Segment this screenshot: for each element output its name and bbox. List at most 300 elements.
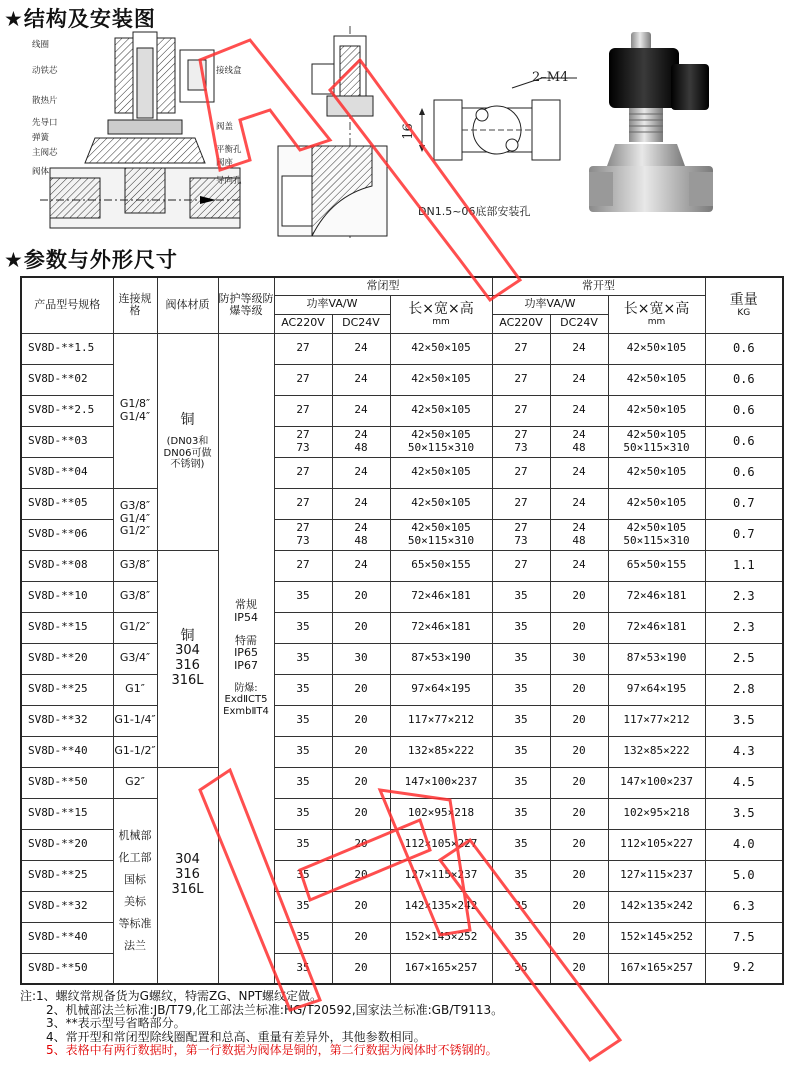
- no-ac-value-stainless: 73: [514, 440, 528, 454]
- no-dc-cell: [550, 612, 608, 643]
- no-dims-cell: [608, 767, 705, 798]
- no-dc-value: 20: [572, 589, 586, 603]
- no-dc-value: 24: [572, 465, 586, 479]
- connection-cell: [113, 798, 157, 984]
- nc-ac-cell: [274, 891, 332, 922]
- table-row: [21, 333, 783, 364]
- note-3: 3、**表示型号省略部分。: [46, 1016, 186, 1030]
- weight-cell: 2.5: [705, 643, 783, 674]
- model-cell: SV8D-**1.5: [21, 333, 113, 364]
- no-dims-cell: [608, 705, 705, 736]
- header-nc-dc: DC24V: [332, 314, 390, 333]
- label-bonnet: 阀盖: [216, 122, 234, 132]
- model-cell: SV8D-**40: [21, 922, 113, 953]
- weight-cell: 9.2: [705, 953, 783, 984]
- connection-cell: [113, 488, 157, 550]
- protection-line-2: 特需: [235, 633, 257, 647]
- no-dims-value: 65×50×155: [626, 558, 687, 572]
- no-dims-value: 87×53×190: [626, 651, 687, 665]
- model-cell: SV8D-**15: [21, 612, 113, 643]
- nc-dc-value: 24: [354, 520, 368, 534]
- no-ac-value: 35: [514, 775, 528, 789]
- no-ac-value: 35: [514, 806, 528, 820]
- table-row: [21, 581, 783, 612]
- no-dims-cell: [608, 953, 705, 984]
- no-ac-cell: [492, 953, 550, 984]
- nc-dc-value-stainless: 48: [354, 533, 368, 547]
- nc-ac-value: 35: [296, 744, 310, 758]
- note-4: 4、常开型和常闭型除线圈配置和总高、重量有差异外，其他参数相同。: [46, 1029, 426, 1044]
- no-dims-cell: [608, 364, 705, 395]
- header-no-dims: [608, 295, 705, 333]
- nc-dims-cell: [390, 953, 492, 984]
- no-ac-cell: [492, 333, 550, 364]
- connection-line-0: G3/8″: [119, 558, 151, 572]
- header-no-power: 功率VA/W: [492, 295, 608, 314]
- connection-line-1: G1/4″: [119, 409, 151, 423]
- nc-ac-cell: [274, 643, 332, 674]
- nc-ac-cell: [274, 364, 332, 395]
- nc-dims-value: 132×85×222: [407, 744, 475, 758]
- mount-hole-label: 2–M4: [532, 70, 569, 85]
- no-ac-value: 35: [514, 960, 528, 974]
- note-5: 5、表格中有两行数据时，第一行数据为阀体是铜的，第二行数据为阀体时不锈钢的。: [46, 1043, 498, 1057]
- no-dc-value: 24: [572, 403, 586, 417]
- no-dims-value: 117×77×212: [623, 713, 690, 727]
- nc-dims-cell: [390, 736, 492, 767]
- nc-dims-value: 142×135×242: [404, 899, 478, 913]
- nc-ac-cell: [274, 581, 332, 612]
- no-dims-value: 112×105×227: [620, 837, 693, 851]
- header-material: 阀体材质: [157, 277, 218, 333]
- nc-ac-cell: [274, 457, 332, 488]
- weight-cell: 3.5: [705, 705, 783, 736]
- connection-cell: [113, 767, 157, 798]
- no-ac-value: 35: [514, 620, 528, 634]
- no-dims-value: 132×85×222: [623, 744, 690, 758]
- nc-dc-cell: [332, 550, 390, 581]
- no-dims-value: 97×64×195: [626, 682, 687, 696]
- connection-line-0: G2″: [125, 775, 145, 789]
- no-ac-value: 35: [514, 899, 528, 913]
- header-weight: [705, 277, 783, 333]
- nc-ac-cell: [274, 426, 332, 457]
- label-junction-box: 接线盒: [216, 66, 242, 76]
- no-dc-value: 24: [572, 372, 586, 386]
- no-dims-cell: [608, 736, 705, 767]
- connection-line-0: G1/8″: [119, 396, 151, 410]
- nc-dims-cell: [390, 364, 492, 395]
- nc-ac-value: 35: [296, 899, 310, 913]
- no-dims-value: 127×115×237: [620, 868, 693, 882]
- no-ac-value: 27: [514, 558, 528, 572]
- nc-ac-value: 35: [296, 960, 310, 974]
- no-dims-cell: [608, 612, 705, 643]
- header-no-dc: DC24V: [550, 314, 608, 333]
- no-dc-value: 20: [572, 620, 586, 634]
- nc-ac-cell: [274, 705, 332, 736]
- connection-line-0: G1-1/2″: [114, 744, 156, 758]
- no-dc-cell: [550, 581, 608, 612]
- no-ac-value: 35: [514, 744, 528, 758]
- connection-cell: [113, 581, 157, 612]
- no-dc-value: 24: [572, 558, 586, 572]
- no-ac-cell: [492, 488, 550, 519]
- weight-cell: 0.6: [705, 395, 783, 426]
- header-no-ac: AC220V: [492, 314, 550, 333]
- no-dc-cell: [550, 426, 608, 457]
- nc-dc-value-stainless: 48: [354, 440, 368, 454]
- model-cell: SV8D-**2.5: [21, 395, 113, 426]
- no-ac-value: 27: [514, 341, 528, 355]
- no-dims-cell: [608, 519, 705, 550]
- nc-dims-value: 127×115×237: [404, 868, 478, 882]
- no-dims-cell: [608, 426, 705, 457]
- nc-dc-cell: [332, 829, 390, 860]
- weight-cell: 5.0: [705, 860, 783, 891]
- protection-cell: [218, 333, 274, 984]
- no-ac-value: 35: [514, 589, 528, 603]
- no-ac-cell: [492, 395, 550, 426]
- no-dims-value: 42×50×105: [626, 372, 687, 386]
- no-dc-cell: [550, 705, 608, 736]
- connection-line-0: G1/2″: [119, 620, 151, 634]
- no-dims-value: 72×46×181: [626, 589, 687, 603]
- no-dims-cell: [608, 674, 705, 705]
- material-group2-line-3: 316L: [171, 673, 204, 689]
- table-row: [21, 550, 783, 581]
- material-group2-line-1: 304: [175, 643, 200, 659]
- nc-ac-value: 27: [296, 496, 310, 510]
- no-ac-cell: [492, 891, 550, 922]
- header-protection: 防护等级防爆等级: [218, 277, 274, 333]
- material-cell: [157, 767, 218, 984]
- nc-ac-cell: [274, 395, 332, 426]
- nc-ac-value: 27: [296, 520, 310, 534]
- nc-dims-cell: [390, 581, 492, 612]
- nc-dims-value: 152×145×252: [404, 930, 478, 944]
- nc-dc-value: 24: [354, 558, 368, 572]
- nc-ac-cell: [274, 519, 332, 550]
- nc-dc-value: 20: [354, 713, 368, 727]
- weight-cell: 0.6: [705, 457, 783, 488]
- nc-dims-value: 42×50×105: [411, 427, 471, 441]
- no-dims-cell: [608, 891, 705, 922]
- nc-dc-cell: [332, 643, 390, 674]
- nc-dims-cell: [390, 643, 492, 674]
- nc-ac-value: 35: [296, 775, 310, 789]
- nc-dc-value: 20: [354, 682, 368, 696]
- no-ac-cell: [492, 643, 550, 674]
- nc-dims-cell: [390, 457, 492, 488]
- no-dc-cell: [550, 860, 608, 891]
- no-ac-value: 27: [514, 520, 528, 534]
- no-dc-value-stainless: 48: [572, 533, 586, 547]
- no-ac-value: 27: [514, 427, 528, 441]
- model-cell: SV8D-**05: [21, 488, 113, 519]
- nc-ac-cell: [274, 333, 332, 364]
- no-dims-cell: [608, 550, 705, 581]
- nc-ac-cell: [274, 829, 332, 860]
- nc-dims-value-stainless: 50×115×310: [407, 440, 475, 454]
- table-row: [21, 767, 783, 798]
- no-dc-cell: [550, 922, 608, 953]
- no-dims-value: 42×50×105: [626, 341, 687, 355]
- no-dc-cell: [550, 736, 608, 767]
- no-dims-value: 142×135×242: [620, 899, 693, 913]
- connection-line-3: 美标: [124, 894, 146, 908]
- no-dc-value: 20: [572, 806, 586, 820]
- nc-dims-value: 72×46×181: [411, 620, 471, 634]
- nc-dims-cell: [390, 829, 492, 860]
- no-dims-unit: mm: [647, 316, 666, 327]
- model-cell: SV8D-**04: [21, 457, 113, 488]
- no-ac-value: 27: [514, 465, 528, 479]
- connection-cell: [113, 333, 157, 488]
- nc-dc-value: 20: [354, 744, 368, 758]
- no-dims-value: 152×145×252: [620, 930, 693, 944]
- no-dc-cell: [550, 767, 608, 798]
- no-ac-cell: [492, 457, 550, 488]
- table-row: [21, 705, 783, 736]
- no-dims-cell: [608, 395, 705, 426]
- nc-dims-cell: [390, 891, 492, 922]
- no-ac-cell: [492, 767, 550, 798]
- no-ac-value: 27: [514, 496, 528, 510]
- nc-dc-cell: [332, 860, 390, 891]
- model-cell: SV8D-**02: [21, 364, 113, 395]
- nc-dc-value: 20: [354, 775, 368, 789]
- nc-ac-cell: [274, 953, 332, 984]
- no-dims-value: 72×46×181: [626, 620, 687, 634]
- nc-dc-cell: [332, 364, 390, 395]
- nc-dims-cell: [390, 922, 492, 953]
- no-dc-value: 20: [572, 775, 586, 789]
- no-dc-value: 20: [572, 837, 586, 851]
- nc-dims-cell: [390, 767, 492, 798]
- nc-dims-value: 42×50×105: [411, 403, 471, 417]
- header-nc-power: 功率VA/W: [274, 295, 390, 314]
- nc-dims-value: 65×50×155: [411, 558, 471, 572]
- no-dc-value: 20: [572, 960, 586, 974]
- nc-ac-value: 27: [296, 372, 310, 386]
- nc-ac-value: 35: [296, 837, 310, 851]
- table-row: [21, 736, 783, 767]
- no-dims-cell: [608, 581, 705, 612]
- model-cell: SV8D-**20: [21, 643, 113, 674]
- no-dc-value: 20: [572, 682, 586, 696]
- no-ac-value-stainless: 73: [514, 533, 528, 547]
- nc-dims-value: 42×50×105: [411, 341, 471, 355]
- valve-photo-drawing: [585, 26, 720, 226]
- no-ac-cell: [492, 674, 550, 705]
- no-ac-cell: [492, 612, 550, 643]
- nc-dc-value: 24: [354, 372, 368, 386]
- no-ac-cell: [492, 426, 550, 457]
- weight-label: 重量: [729, 292, 758, 309]
- no-ac-value: 35: [514, 713, 528, 727]
- no-dc-value: 24: [572, 496, 586, 510]
- no-dc-value: 20: [572, 744, 586, 758]
- no-dims-value: 102×95×218: [623, 806, 690, 820]
- nc-dc-cell: [332, 488, 390, 519]
- nc-ac-cell: [274, 860, 332, 891]
- model-cell: SV8D-**25: [21, 860, 113, 891]
- spec-table: [20, 276, 784, 985]
- nc-dc-value: 20: [354, 806, 368, 820]
- nc-dims-value: 147×100×237: [404, 775, 478, 789]
- header-connection: 连接规格: [113, 277, 157, 333]
- no-ac-value: 27: [514, 403, 528, 417]
- no-dc-cell: [550, 364, 608, 395]
- header-nc-ac: AC220V: [274, 314, 332, 333]
- weight-cell: 2.8: [705, 674, 783, 705]
- model-cell: SV8D-**15: [21, 798, 113, 829]
- connection-cell: [113, 705, 157, 736]
- nc-dc-value: 20: [354, 837, 368, 851]
- nc-dims-value: 42×50×105: [411, 465, 471, 479]
- mount-dimension: 16: [400, 123, 416, 140]
- label-coil: 线圈: [32, 40, 50, 50]
- nc-dc-cell: [332, 736, 390, 767]
- material-cell: [157, 333, 218, 550]
- weight-cell: 7.5: [705, 922, 783, 953]
- protection-line-0: 常规: [235, 598, 257, 612]
- nc-ac-cell: [274, 674, 332, 705]
- valve-product-image: [585, 26, 720, 226]
- connection-line-0: G1-1/4″: [114, 713, 156, 727]
- nc-ac-value: 35: [296, 930, 310, 944]
- no-dims-cell: [608, 333, 705, 364]
- nc-ac-value: 35: [296, 868, 310, 882]
- no-dc-cell: [550, 643, 608, 674]
- nc-dc-cell: [332, 581, 390, 612]
- connection-line-1: 化工部: [118, 850, 152, 864]
- weight-cell: 0.7: [705, 519, 783, 550]
- nc-dims-cell: [390, 333, 492, 364]
- model-cell: SV8D-**06: [21, 519, 113, 550]
- no-ac-value: 35: [514, 651, 528, 665]
- nc-dc-cell: [332, 767, 390, 798]
- no-dc-value: 20: [572, 899, 586, 913]
- model-cell: SV8D-**25: [21, 674, 113, 705]
- no-dims-label: 长×宽×高: [623, 300, 690, 317]
- nc-dims-cell: [390, 612, 492, 643]
- nc-ac-value: 35: [296, 620, 310, 634]
- connection-line-5: 法兰: [124, 938, 146, 952]
- no-ac-value: 35: [514, 682, 528, 696]
- nc-ac-value: 27: [296, 558, 310, 572]
- material-group3-line-1: 316: [175, 866, 200, 882]
- nc-dc-cell: [332, 395, 390, 426]
- weight-cell: 1.1: [705, 550, 783, 581]
- connection-cell: [113, 612, 157, 643]
- no-ac-cell: [492, 550, 550, 581]
- no-ac-cell: [492, 519, 550, 550]
- nc-dc-value: 24: [354, 427, 368, 441]
- nc-dims-value: 167×165×257: [404, 960, 478, 974]
- nc-dc-value: 20: [354, 868, 368, 882]
- no-dims-cell: [608, 798, 705, 829]
- label-guide-hole: 导向孔: [216, 176, 242, 186]
- note-1: 注:1、螺纹常规备货为G螺纹，特需ZG、NPT螺纹定做。: [20, 989, 323, 1003]
- no-dims-value: 42×50×105: [626, 496, 687, 510]
- model-cell: SV8D-**03: [21, 426, 113, 457]
- no-ac-cell: [492, 798, 550, 829]
- nc-ac-cell: [274, 922, 332, 953]
- nc-dims-cell: [390, 674, 492, 705]
- protection-line-7: ExmbⅡT4: [223, 705, 269, 717]
- no-dims-value: 42×50×105: [626, 427, 687, 441]
- connection-line-4: 等标准: [118, 916, 152, 930]
- weight-cell: 4.3: [705, 736, 783, 767]
- nc-dc-value: 24: [354, 341, 368, 355]
- nc-dims-value: 87×53×190: [411, 651, 471, 665]
- nc-ac-value: 27: [296, 427, 310, 441]
- protection-line-3: IP65: [234, 646, 258, 660]
- label-body: 阀体: [32, 167, 50, 177]
- nc-ac-value: 35: [296, 682, 310, 696]
- nc-ac-cell: [274, 736, 332, 767]
- label-valve-seat: 阀座: [216, 158, 234, 168]
- connection-line-1: G1/4″: [119, 511, 151, 525]
- nc-dc-value: 20: [354, 620, 368, 634]
- nc-dc-cell: [332, 953, 390, 984]
- nc-dims-cell: [390, 550, 492, 581]
- no-dims-value: 167×165×257: [620, 960, 693, 974]
- label-heat-sink: 散热片: [32, 96, 58, 106]
- nc-dc-cell: [332, 922, 390, 953]
- no-dims-value: 147×100×237: [620, 775, 693, 789]
- connection-cell: [113, 674, 157, 705]
- no-dc-cell: [550, 891, 608, 922]
- weight-cell: 0.6: [705, 426, 783, 457]
- mount-caption: DN1.5~06底部安装孔: [418, 205, 531, 218]
- params-title: ★参数与外形尺寸: [4, 248, 178, 272]
- nc-dims-value: 42×50×105: [411, 496, 471, 510]
- nc-dc-value: 20: [354, 960, 368, 974]
- valve-cross-section-diagram: [32, 28, 270, 238]
- material-group3-line-0: 304: [175, 851, 200, 867]
- nc-dims-value: 42×50×105: [411, 372, 471, 386]
- no-dc-value: 20: [572, 930, 586, 944]
- connection-line-0: G3/8″: [119, 589, 151, 603]
- no-dc-value: 30: [572, 651, 586, 665]
- connection-cell: [113, 736, 157, 767]
- label-balance-hole: 平衡孔: [216, 145, 242, 155]
- nc-ac-value-stainless: 73: [296, 533, 310, 547]
- no-dc-cell: [550, 953, 608, 984]
- no-dims-cell: [608, 922, 705, 953]
- nc-ac-cell: [274, 488, 332, 519]
- weight-cell: 0.6: [705, 364, 783, 395]
- no-dims-value: 42×50×105: [626, 465, 687, 479]
- nc-dc-cell: [332, 457, 390, 488]
- cross-section-drawing: [40, 28, 270, 238]
- weight-cell: 0.6: [705, 333, 783, 364]
- label-pilot-port: 先导口: [32, 118, 58, 128]
- nc-dims-cell: [390, 426, 492, 457]
- no-dims-cell: [608, 457, 705, 488]
- nc-dc-cell: [332, 705, 390, 736]
- nc-dc-value: 20: [354, 899, 368, 913]
- nc-dc-value: 24: [354, 496, 368, 510]
- nc-dims-cell: [390, 488, 492, 519]
- protection-line-5: 防爆:: [234, 682, 258, 694]
- notes: [20, 990, 790, 1058]
- nc-dims-cell: [390, 395, 492, 426]
- nc-ac-value-stainless: 73: [296, 440, 310, 454]
